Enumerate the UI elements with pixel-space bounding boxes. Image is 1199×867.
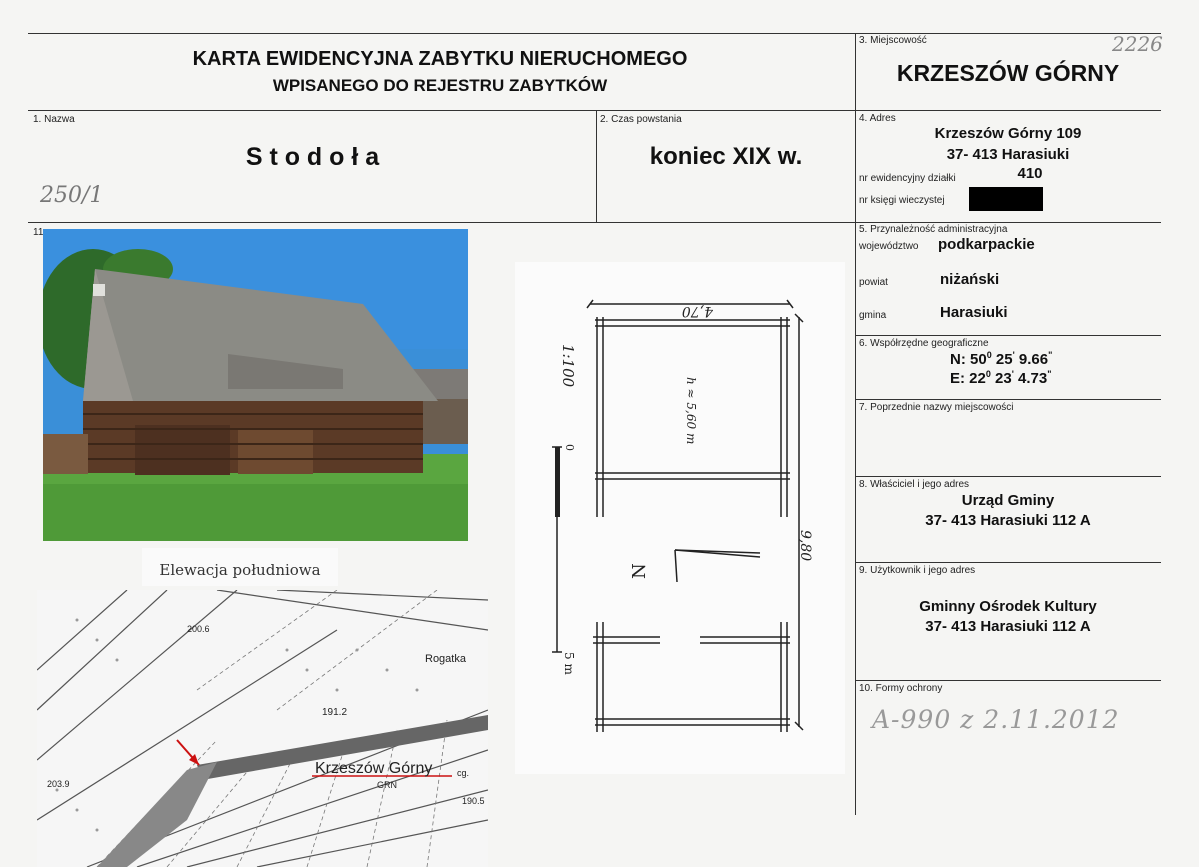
coord-e-deg-mark: 0 [985,369,991,379]
plan-bar-end: 5 m [562,652,576,675]
row-divider-8 [855,562,1161,563]
map-elev4: 190.5 [462,796,485,806]
plan-width-label: 4,70 [681,303,713,319]
map-elev2: 191.2 [322,707,348,718]
miejscowosc-value: KRZESZÓW GÓRNY [896,60,1120,86]
title-line2: WPISANEGO DO REJESTRU ZABYTKÓW [272,76,608,95]
map-cg-label: cg. [457,768,470,778]
plan-height-label: h ≈ 5,60 m [684,377,698,445]
coord-n-min: 25 [995,351,1013,368]
coord-n-sec: 9.66 [1018,351,1049,368]
handwritten-nazwa-number: 250/1 [40,183,104,208]
coord-e-deg-value: E: 22 [950,370,986,387]
right-column-divider [855,33,856,815]
photo-caption: Elewacja południowa [142,548,338,586]
adres-line2: 37- 413 Harasiuki [946,146,1070,163]
dzialka-label: nr ewidencyjny działki [859,173,956,184]
powiat-label: powiat [859,277,888,288]
map-place-label: Krzeszów Górny [315,760,433,777]
czas-value: koniec XIX w. [649,143,803,170]
map-elev1: 200.6 [187,624,210,634]
row-divider-7 [855,476,1161,477]
wojewodztwo-label: województwo [859,241,919,252]
miejscowosc-label: 3. Miejscowość [859,35,927,46]
coord-e-sec: 4.73 [1018,370,1048,387]
coord-n-sec-mark: " [1048,350,1053,360]
uzytkownik-line2: 37- 413 Harasiuki 112 A [925,618,1091,635]
adres-label: 4. Adres [859,113,896,124]
map-rogatka-label: Rogatka [425,653,466,665]
svg-text:N: N [629,563,650,579]
gmina-value: Harasiuki [940,304,1008,321]
row-divider-6 [855,399,1161,400]
coord-e-min: 23 [995,370,1012,387]
coord-e [950,369,1052,387]
gmina-label: gmina [859,310,887,321]
powiat-value: niżański [940,271,1000,288]
ksiega-label: nr księgi wieczystej [859,195,945,206]
floor-plan [515,262,845,774]
middle-divider [596,110,597,222]
handwritten-protection-number: A-990 z 2.11.2012 [872,705,1120,734]
wlasciciel-line2: 37- 413 Harasiuki 112 A [925,512,1091,529]
row-divider-5 [855,335,1161,336]
przynaleznosc-label: 5. Przynależność administracyjna [859,224,1008,235]
adres-line1: Krzeszów Górny 109 [934,125,1082,142]
row-divider-9 [855,680,1161,681]
coord-e-sec-mark: " [1047,369,1052,379]
dzialka-value: 410 [1017,165,1043,182]
uzytkownik-line1: Gminny Ośrodek Kultury [919,598,1097,615]
map-elev3: 203.9 [47,779,70,789]
handwritten-record-number: 2226 [1112,32,1163,56]
wspolrzedne-label: 6. Współrzędne geograficzne [859,338,989,349]
wojewodztwo-value: podkarpackie [938,236,1035,253]
coord-e-min-mark: ' [1011,369,1014,379]
coord-n-deg-mark: 0 [986,350,992,360]
wlasciciel-line1: Urząd Gminy [961,492,1055,509]
location-map [37,590,488,867]
row-divider-2 [28,222,1161,223]
title-line1: KARTA EWIDENCYJNA ZABYTKU NIERUCHOMEGO [192,48,688,70]
row-divider-1 [28,110,1161,111]
map-grn-label: GRN [377,780,397,790]
czas-label: 2. Czas powstania [600,114,682,125]
poprzednie-label: 7. Poprzednie nazwy miejscowości [859,402,1014,413]
coord-n-deg-value: N: 50 [950,351,987,368]
formy-label: 10. Formy ochrony [859,683,943,694]
wlasciciel-label: 8. Właściciel i jego adres [859,479,970,490]
coord-n-min-mark: ' [1012,350,1015,360]
plan-length-label: 9,80 [797,530,813,562]
nazwa-label: 1. Nazwa [33,114,75,125]
ksiega-redacted [969,187,1043,211]
plan-bar-zero: 0 [563,444,576,451]
uzytkownik-label: 9. Użytkownik i jego adres [859,565,976,576]
coord-n [950,350,1052,368]
nazwa-value: S t o d o ł a [245,143,380,171]
top-border [28,33,1161,34]
barn-photo [43,229,468,541]
plan-scale-label: 1:100 [559,344,577,388]
section-11-label: 11 [33,227,44,238]
